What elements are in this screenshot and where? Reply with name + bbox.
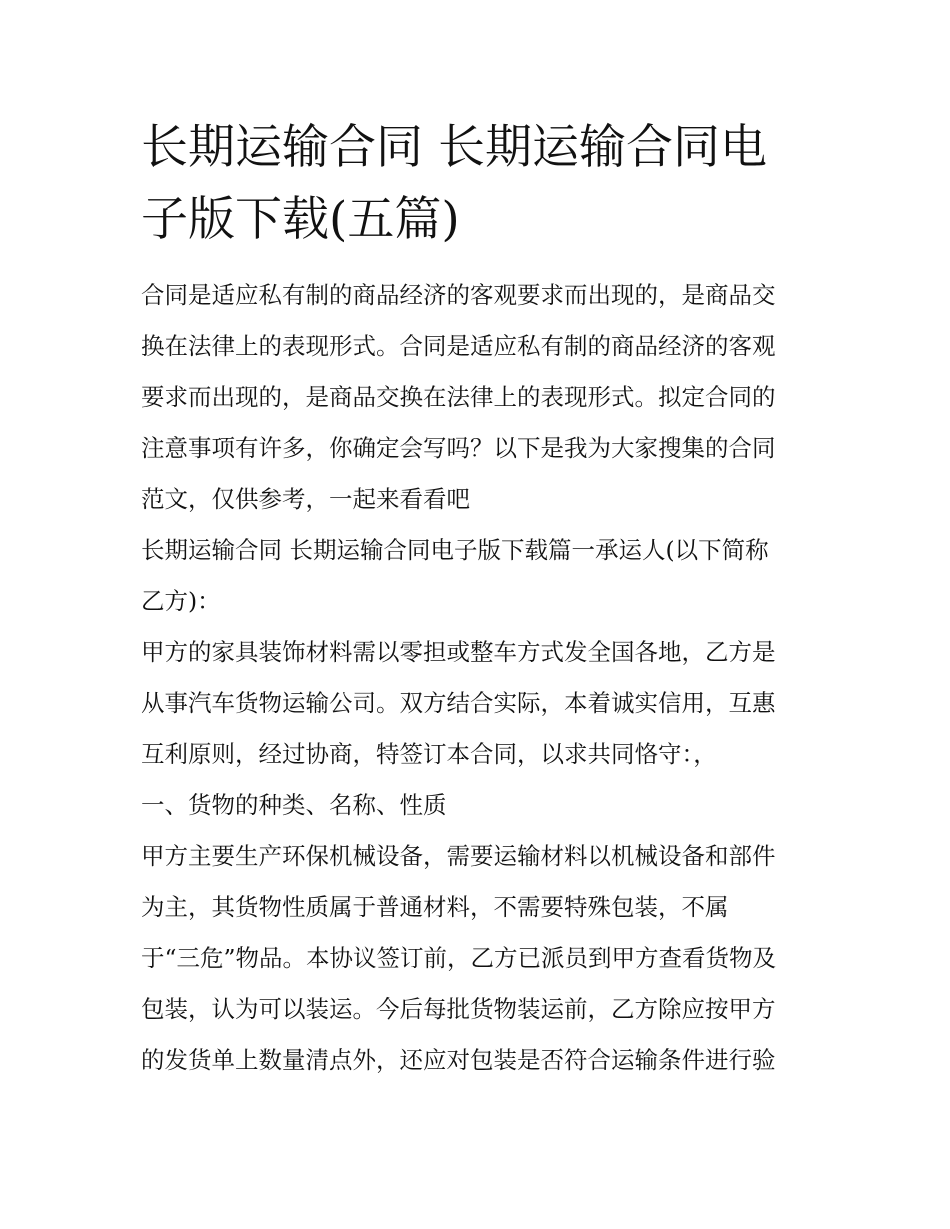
text-line: 乙方)：: [141, 587, 221, 615]
document-title: [141, 112, 813, 256]
title-line: 子版下载(五篇): [141, 192, 460, 247]
text-line: 注意事项有许多，你确定会写吗？以下是我为大家搜集的合同: [141, 434, 776, 462]
text-line: 合同是适应私有制的商品经济的客观要求而出现的，是商品交: [141, 281, 776, 309]
text-line: 要求而出现的，是商品交换在法律上的表现形式。拟定合同的: [141, 383, 776, 411]
title-line: 长期运输合同 长期运输合同电: [141, 120, 767, 175]
text-line: 包装，认为可以装运。今后每批货物装运前，乙方除应按甲方: [141, 995, 776, 1023]
text-line: 甲方的家具装饰材料需以零担或整车方式发全国各地，乙方是: [141, 638, 776, 666]
text-line: 甲方主要生产环保机械设备，需要运输材料以机械设备和部件: [141, 842, 776, 870]
contract-preamble-paragraph: [141, 627, 813, 780]
text-line: 换在法律上的表现形式。合同是适应私有制的商品经济的客观: [141, 332, 776, 360]
text-line: 为主，其货物性质属于普通材料，不需要特殊包装，不属: [141, 893, 729, 921]
clause-body-paragraph: [141, 831, 813, 1086]
document-body: [141, 112, 813, 1086]
intro-paragraph: [141, 270, 813, 525]
text-line: 从事汽车货物运输公司。双方结合实际，本着诚实信用，互惠: [141, 689, 776, 717]
text-line: 一、货物的种类、名称、性质: [141, 791, 447, 819]
text-line: 于“三危”物品。本协议签订前，乙方已派员到甲方查看货物及: [141, 944, 777, 972]
clause-heading: [141, 780, 813, 831]
text-line: 范文，仅供参考，一起来看看吧: [141, 485, 470, 513]
text-line: 长期运输合同 长期运输合同电子版下载篇一承运人(以下简称: [141, 536, 769, 564]
text-line: 的发货单上数量清点外，还应对包装是否符合运输条件进行验: [141, 1046, 776, 1074]
section-heading-paragraph: [141, 525, 813, 627]
text-line: 互利原则，经过协商，特签订本合同，以求共同恪守：，: [141, 740, 717, 768]
